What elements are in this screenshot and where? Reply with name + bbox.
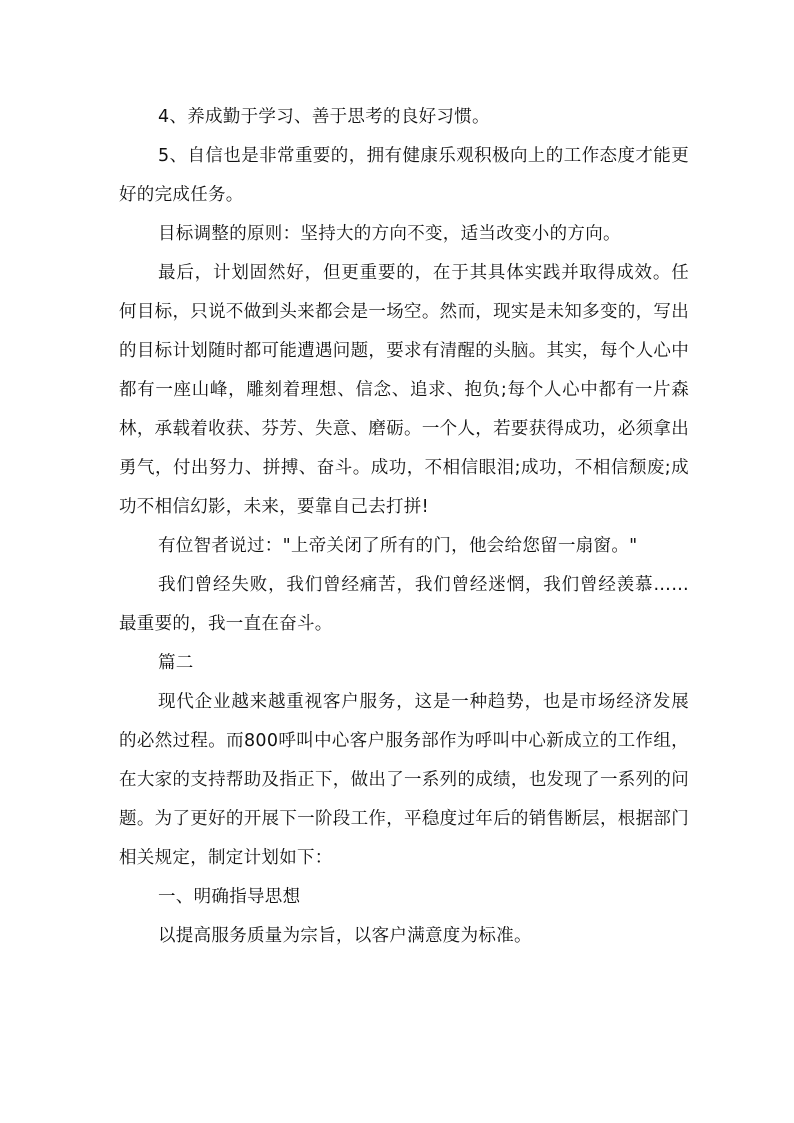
section-heading-guiding-thought: 一、明确指导思想 bbox=[158, 887, 301, 907]
paragraph-quote: 有位智者说过："上帝关闭了所有的门，他会给您留一扇窗。" bbox=[158, 536, 638, 556]
document-body bbox=[119, 98, 689, 956]
paragraph-habit: 4、养成勤于学习、善于思考的良好习惯。 bbox=[158, 107, 490, 127]
section-heading-part-two: 篇二 bbox=[158, 653, 194, 673]
paragraph-confidence: 5、自信也是非常重要的，拥有健康乐观积极向上的工作态度才能更好的完成任务。 bbox=[119, 146, 689, 205]
paragraph-introduction: 现代企业越来越重视客户服务，这是一种趋势，也是市场经济发展的必然过程。而800呼叫中心客户服务部作为呼叫中心新成立的工作组，在大家的支持帮助及指正下，做出了一系列的成绩，也发现了一系列的问题。为了更好的开展下一阶段工作，平稳度过年后的销售断层，根据部门相关规定，制定计划如下： bbox=[119, 692, 689, 868]
paragraph-conclusion: 最后，计划固然好，但更重要的，在于其具体实践并取得成效。任何目标，只说不做到头来都会是一场空。然而，现实是未知多变的，写出的目标计划随时都可能遭遇问题，要求有清醒的头脑。其实，每个人心中都有一座山峰，雕刻着理想、信念、追求、抱负;每个人心中都有一片森林，承载着收获、芬芳、失意、磨砺。一个人，若要获得成功，必须拿出勇气，付出努力、拼搏、奋斗。成功，不相信眼泪;成功，不相信颓废;成功不相信幻影，未来，要靠自己去打拼! bbox=[119, 263, 689, 517]
paragraph-goal-adjustment: 目标调整的原则：坚持大的方向不变，适当改变小的方向。 bbox=[158, 224, 621, 244]
paragraph-struggle: 我们曾经失败，我们曾经痛苦，我们曾经迷惘，我们曾经羡慕……最重要的，我一直在奋斗。 bbox=[119, 575, 689, 634]
paragraph-service-goal: 以提高服务质量为宗旨，以客户满意度为标准。 bbox=[158, 926, 532, 946]
